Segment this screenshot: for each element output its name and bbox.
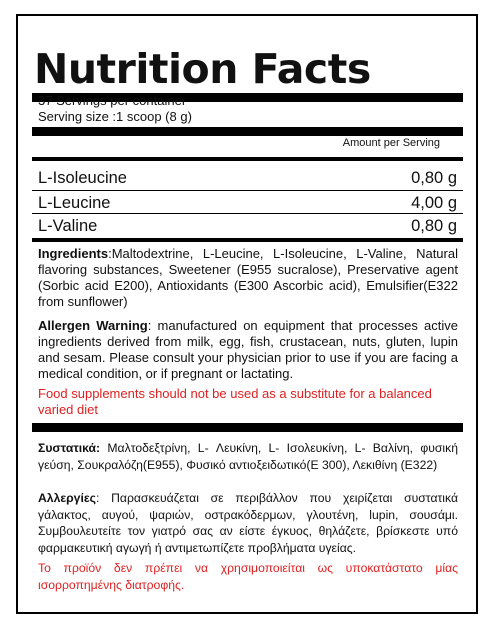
- allergen-label: Allergen Warning: [38, 318, 148, 333]
- servings-per-container: 37 Servings per container: [38, 93, 187, 108]
- heavy-rule-greek: [32, 423, 463, 432]
- ingredients-paragraph: [38, 246, 458, 310]
- allergen-text: : manufactured on equipment that processes active ingredients derived from milk, egg, fish, crustacean, nuts, gluten, lupin and sesam. Please consult your physician prior to use if you are facing a medical condition, or if pregnant or lactating.: [38, 318, 458, 381]
- amount-per-serving-header: Amount per Serving: [342, 137, 440, 149]
- nutrition-facts-title: Nutrition Facts: [34, 45, 371, 93]
- nutrient-amount: 0,80 g: [411, 217, 457, 235]
- greek-allergen-paragraph: [38, 490, 458, 556]
- allergen-paragraph: [38, 318, 458, 382]
- serving-size: Serving size :1 scoop (8 g): [38, 109, 192, 124]
- medium-rule-nutrients: [32, 157, 463, 161]
- supplement-warning-greek: Το προϊόν δεν πρέπει να χρησιμοποιείται ως υποκατάστατο μίας ισορροπημένης διατροφής.: [38, 561, 458, 592]
- nutrient-name: L-Valine: [38, 217, 98, 235]
- nutrient-name: L-Isoleucine: [38, 169, 127, 187]
- thin-rule: [32, 213, 463, 214]
- nutrient-name: L-Leucine: [38, 194, 111, 212]
- thin-rule: [32, 190, 463, 191]
- ingredients-label: Ingredients: [38, 246, 109, 261]
- nutrient-row: [38, 215, 457, 237]
- supplement-warning-en: Food supplements should not be used as a substitute for a balanced varied diet: [38, 386, 432, 417]
- nutrient-row: [38, 167, 457, 189]
- ingredients-text: :Maltodextrine, L-Leucine, L-Isoleucine, L-Valine, Natural flavoring substances, Sweetener (E955 sucralose), Preservative agent (Sorbic acid E200), Antioxidants (E300 Ascorbic acid), Emulsifier(E322 from sunflower): [38, 246, 458, 309]
- greek-allergen-text: : Παρασκευάζεται σε περιβάλλον που χειρίζεται συστατικά γάλακτος, αυγού, ψαριών, οστρακόδερμων, γλουτένη, lupin, σουσάμι. Συμβουλευτείτε τον γιατρό σας αν είστε έγκυος, θηλάζετε, βρίσκεστε υπό φαρμακευτική αγωγή ή αντιμετωπίζετε προβλήματα υγείας.: [38, 491, 458, 555]
- greek-ingredients-paragraph: [38, 440, 458, 473]
- heavy-rule-serving: [32, 127, 463, 136]
- nutrient-amount: 0,80 g: [411, 169, 457, 187]
- nutrition-label: [16, 14, 478, 614]
- greek-allergen-label: Αλλεργίες: [38, 491, 96, 505]
- medium-rule-ingredients: [32, 238, 463, 242]
- greek-ingredients-text: Μαλτοδεξτρίνη, L- Λευκίνη, L- Ισολευκίνη, L- Βαλίνη, φυσική γεύση, Σουκραλόζη(E955), Φυσικό αντιοξειδωτικό(Ε 300), Λεκιθίνη (E322): [38, 441, 458, 472]
- nutrient-amount: 4,00 g: [411, 194, 457, 212]
- nutrient-row: [38, 192, 457, 214]
- greek-ingredients-label: Συστατικά:: [38, 441, 101, 455]
